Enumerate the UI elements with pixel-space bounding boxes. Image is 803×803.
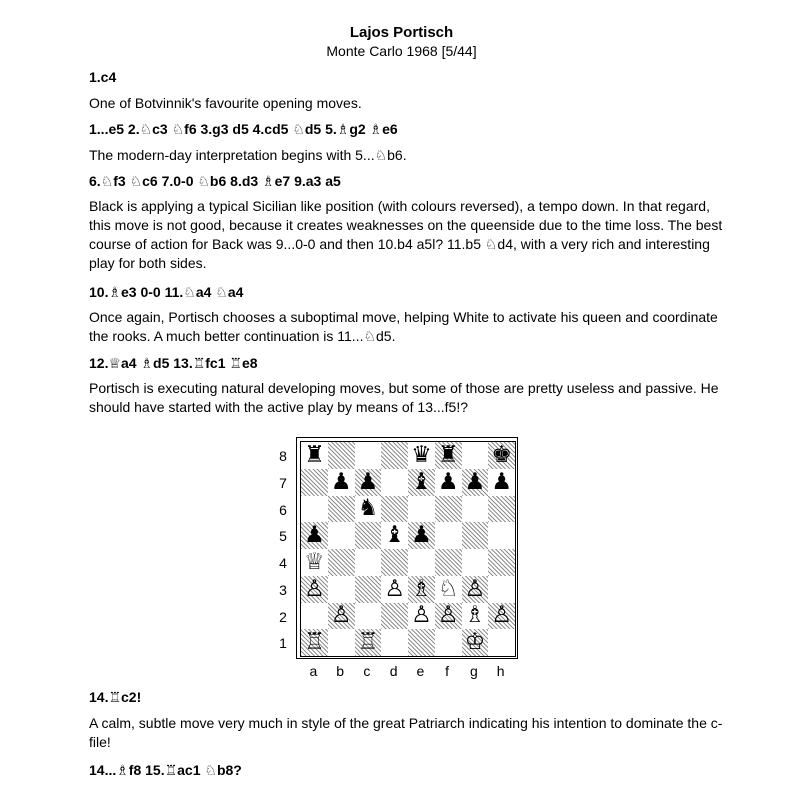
comment-3: Black is applying a typical Sicilian like position (with colours reversed), a tempo down. In that regard, this move is not good, because it creates weaknesses on the queenside due to the time loss. The best course of action for Back was 9...0-0 and then 10.b4 a5l? 11.b5 ♘d4, with a very rich and interesting play for both sides.: [89, 198, 723, 271]
square-g8: [462, 442, 489, 469]
move-line-7: 14...♗f8 15.♖ac1 ♘b8?: [89, 762, 242, 778]
comment-1: One of Botvinnik's favourite opening moves.: [89, 95, 362, 111]
square-f6: [435, 496, 462, 523]
white-pawn-icon: ♙: [330, 602, 352, 629]
black-pawn-icon: ♟: [357, 468, 379, 495]
white-pawn-icon: ♙: [491, 602, 512, 629]
comment-6: A calm, subtle move very much in style of the great Patriarch indicating his intention to dominate the c-file!: [89, 715, 723, 750]
white-rook-icon: ♖: [357, 629, 379, 656]
square-c8: [355, 442, 382, 469]
black-pawn-icon: ♟: [411, 522, 432, 549]
square-h5: [488, 522, 515, 549]
square-f4: [435, 549, 462, 576]
rank-label-3: 3: [279, 581, 287, 598]
square-c5: [355, 522, 382, 549]
rank-label-1: 1: [279, 635, 287, 652]
square-b5: [328, 522, 355, 549]
black-king-icon: ♚: [491, 441, 512, 468]
black-pawn-icon: ♟: [330, 468, 352, 495]
file-label-g: g: [469, 663, 478, 679]
white-pawn-icon: ♙: [437, 602, 459, 629]
square-b1: [328, 629, 355, 656]
comment-2: The modern-day interpretation begins with 5...♘b6.: [89, 147, 407, 163]
white-queen-icon: ♕: [304, 548, 325, 575]
square-d1: [381, 629, 408, 656]
square-e1: [408, 629, 435, 656]
square-e4: [408, 549, 435, 576]
file-label-a: a: [309, 663, 318, 679]
square-f5: [435, 522, 462, 549]
file-label-f: f: [445, 663, 450, 679]
page-title: Lajos Portisch: [349, 24, 454, 41]
black-rook-icon: ♜: [437, 441, 459, 468]
chess-diagram: [296, 437, 518, 659]
black-pawn-icon: ♟: [464, 468, 486, 495]
file-label-b: b: [336, 663, 345, 679]
white-king-icon: ♔: [464, 629, 486, 656]
rank-label-2: 2: [279, 608, 287, 625]
square-f1: [435, 629, 462, 656]
square-b8: [328, 442, 355, 469]
file-label-c: c: [363, 663, 371, 679]
square-g5: [462, 522, 489, 549]
move-line-4: 10.♗e3 0-0 11.♘a4 ♘a4: [89, 284, 244, 300]
file-label-e: e: [416, 663, 425, 679]
square-d8: [381, 442, 408, 469]
rank-label-7: 7: [279, 474, 287, 491]
move-line-1: 1.c4: [89, 69, 117, 85]
square-c3: [355, 576, 382, 603]
black-knight-icon: ♞: [357, 495, 379, 522]
black-bishop-icon: ♝: [411, 468, 432, 495]
black-pawn-icon: ♟: [491, 468, 512, 495]
square-e6: [408, 496, 435, 523]
move-line-3: 6.♘f3 ♘c6 7.0-0 ♘b6 8.d3 ♗e7 9.a3 a5: [89, 173, 341, 189]
file-label-d: d: [389, 663, 398, 679]
square-a2: [301, 603, 328, 630]
square-g4: [462, 549, 489, 576]
black-queen-icon: ♛: [411, 441, 432, 468]
white-bishop-icon: ♗: [411, 575, 432, 602]
black-bishop-icon: ♝: [384, 522, 405, 549]
white-bishop-icon: ♗: [464, 602, 486, 629]
page-subtitle: Monte Carlo 1968 [5/44]: [326, 43, 477, 59]
move-line-6: 14.♖c2!: [89, 689, 142, 705]
square-a6: [301, 496, 328, 523]
square-d7: [381, 469, 408, 496]
square-d4: [381, 549, 408, 576]
square-d6: [381, 496, 408, 523]
square-a7: [301, 469, 328, 496]
white-rook-icon: ♖: [304, 629, 325, 656]
rank-label-8: 8: [279, 448, 287, 464]
square-c2: [355, 603, 382, 630]
black-pawn-icon: ♟: [304, 522, 325, 549]
white-pawn-icon: ♙: [464, 575, 486, 602]
chess-board: [300, 441, 516, 657]
square-h1: [488, 629, 515, 656]
comment-4: Once again, Portisch chooses a suboptimal move, helping White to activate his queen and coordinate the rooks. A much better continuation is 11...♘d5.: [89, 309, 718, 344]
square-c4: [355, 549, 382, 576]
square-b4: [328, 549, 355, 576]
black-rook-icon: ♜: [304, 441, 325, 468]
rank-label-6: 6: [279, 501, 287, 518]
move-line-5: 12.♕a4 ♗d5 13.♖fc1 ♖e8: [89, 355, 258, 371]
rank-label-4: 4: [279, 555, 287, 571]
white-pawn-icon: ♙: [304, 575, 325, 602]
white-pawn-icon: ♙: [411, 602, 432, 629]
square-g6: [462, 496, 489, 523]
white-knight-icon: ♘: [437, 575, 459, 602]
square-b3: [328, 576, 355, 603]
square-h4: [488, 549, 515, 576]
white-pawn-icon: ♙: [384, 575, 405, 602]
rank-label-5: 5: [279, 528, 287, 545]
square-d2: [381, 603, 408, 630]
square-b6: [328, 496, 355, 523]
comment-5: Portisch is executing natural developing moves, but some of those are pretty useless and passive. He should have started with the active play by means of 13...f5!?: [89, 380, 719, 415]
square-h6: [488, 496, 515, 523]
black-pawn-icon: ♟: [437, 468, 459, 495]
file-label-h: h: [496, 663, 505, 679]
move-line-2: 1...e5 2.♘c3 ♘f6 3.g3 d5 4.cd5 ♘d5 5.♗g2 ♗e6: [89, 121, 398, 137]
square-h3: [488, 576, 515, 603]
